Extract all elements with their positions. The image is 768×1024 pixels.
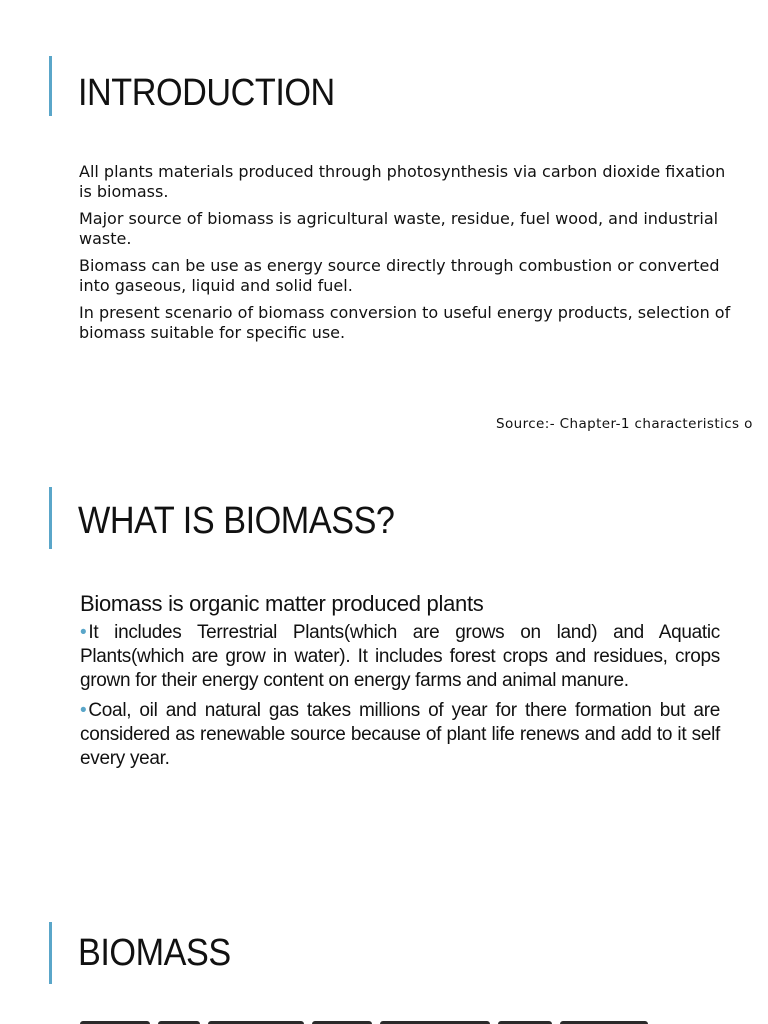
bullet-item xyxy=(80,621,720,693)
accent-bar xyxy=(49,487,52,549)
slide-title: INTRODUCTION xyxy=(78,72,335,114)
accent-bar xyxy=(49,56,52,116)
bullet-text: It includes Terrestrial Plants(which are grows on land) and Aquatic Plants(which are grow in water). It includes forest crops and residues, crops grown for their energy content on energy farms and animal manure. xyxy=(80,622,720,691)
source-citation: Source:- Chapter-1 characteristics o xyxy=(496,416,753,432)
slide-title: BIOMASS xyxy=(78,932,231,974)
cropped-text-line xyxy=(80,1016,720,1024)
intro-paragraph: In present scenario of biomass conversion to useful energy products, selection of biomass suitable for specific use. xyxy=(79,303,731,342)
intro-paragraph: Major source of biomass is agricultural waste, residue, fuel wood, and industrial waste. xyxy=(79,209,719,248)
slide-title: WHAT IS BIOMASS? xyxy=(78,500,395,542)
bullet-text: Coal, oil and natural gas takes millions of year for there formation but are considered as renewable source because of plant life renews and add to it self every year. xyxy=(80,700,720,769)
intro-paragraph: Biomass can be use as energy source directly through combustion or converted into gaseous, liquid and solid fuel. xyxy=(79,256,720,295)
intro-paragraphs xyxy=(79,162,739,350)
bullet-icon: • xyxy=(80,622,87,643)
bullet-icon: • xyxy=(80,700,87,721)
lead-sentence: Biomass is organic matter produced plants xyxy=(80,591,484,616)
accent-bar xyxy=(49,922,52,984)
biomass-content xyxy=(80,590,720,777)
intro-paragraph: All plants materials produced through photosynthesis via carbon dioxide fixation is biomass. xyxy=(79,162,726,201)
bullet-item xyxy=(80,699,720,771)
